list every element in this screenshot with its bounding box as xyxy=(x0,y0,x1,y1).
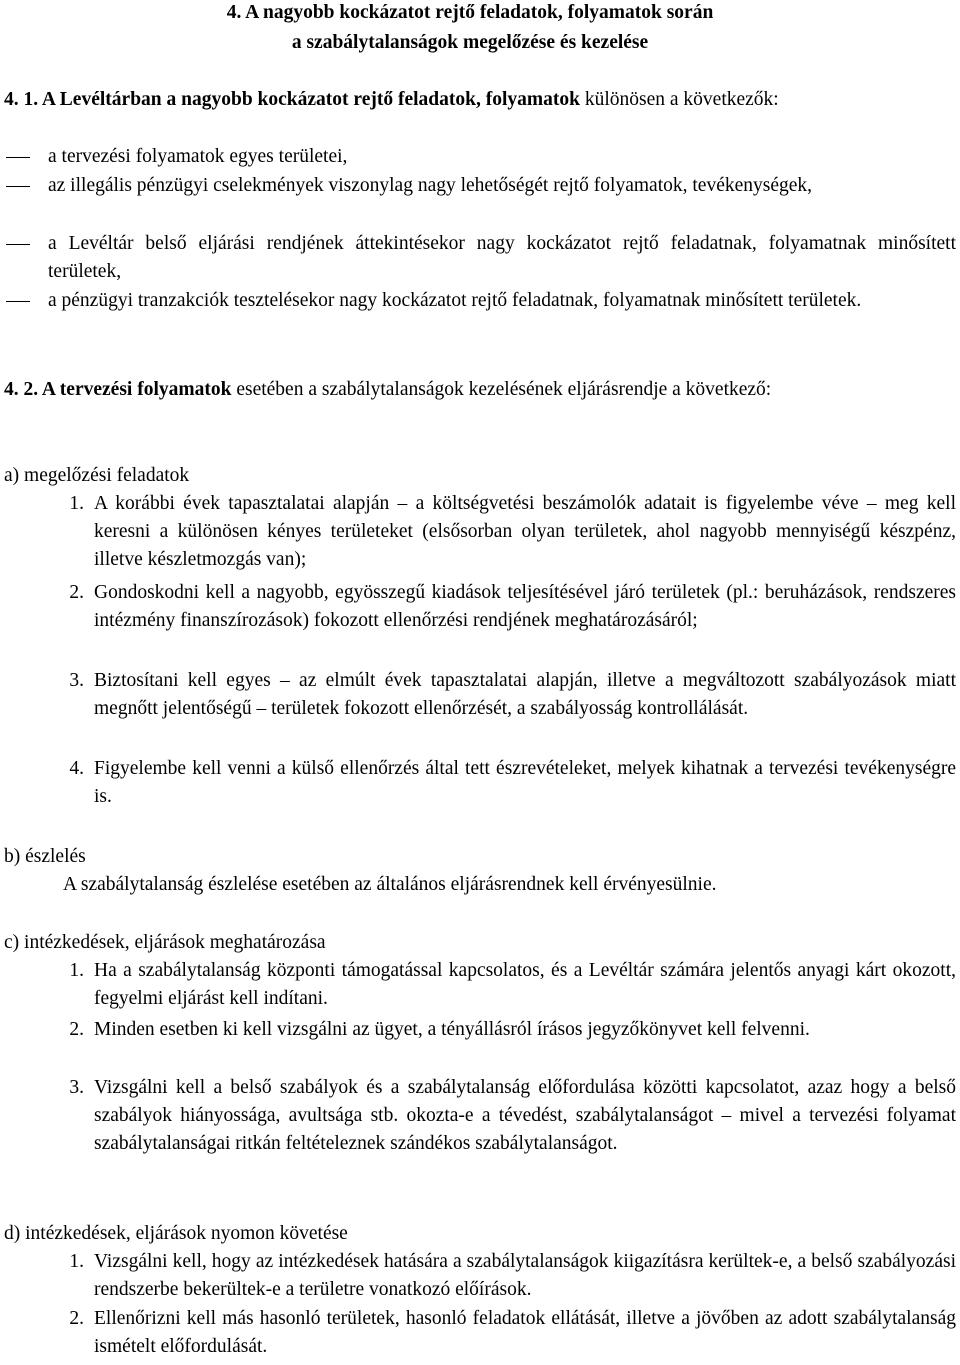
section-4-2-rest: esetében a szabálytalanságok kezelésének eljárásrendje a következő: xyxy=(231,379,772,400)
list-item: 2. Gondoskodni kell a nagyobb, egyösszegű kiadások teljesítésével járó területek (pl.: beruházások, rendszeres intézmény finanszírozások) fokozott ellenőrzési rendjének meghatározásáról; xyxy=(69,582,956,631)
subsection-c-heading: c) intézkedések, eljárások meghatározása xyxy=(4,932,326,953)
list-item: 1. Vizsgálni kell, hogy az intézkedések hatására a szabálytalanságok kiigazításra kerültek-e, a belső szabályozási rendszerbe bekerültek-e a területre vonatkozó előírások. xyxy=(69,1251,956,1300)
section-4-1-rest: különösen a következők: xyxy=(579,89,779,110)
section-4-2-intro xyxy=(4,376,956,404)
list-item: 1. Ha a szabálytalanság központi támogatással kapcsolatos, és a Levéltár számára jelentős anyagi kárt okozott, fegyelmi eljárást kell indítani. xyxy=(69,960,956,1009)
subsection-a-heading: a) megelőzési feladatok xyxy=(4,465,190,486)
subsection-d-heading: d) intézkedések, eljárások nyomon követése xyxy=(4,1223,348,1244)
list-item: a Levéltár belső eljárási rendjének áttekintésekor nagy kockázatot rejtő feladatnak, folyamatnak minősített területek, xyxy=(48,233,956,282)
list-item: 4. Figyelembe kell venni a külső ellenőrzés által tett észrevételeket, melyek kihatnak a tervezési tevékenységre is. xyxy=(69,758,956,807)
list-item: a pénzügyi tranzakciók tesztelésekor nagy kockázatot rejtő feladatnak, folyamatnak minősített területek. xyxy=(48,290,862,311)
list-item: 3. Vizsgálni kell a belső szabályok és a szabálytalanság előfordulása közötti kapcsolatot, azaz hogy a belső szabályok hiányossága, avultsága stb. okozta-e a tévedést, szabálytalanságot – mivel a tervezési folyamat szabálytalanságai ritkán feltételeznek szándékos szabálytalanságot. xyxy=(69,1077,956,1154)
list-item: 1. A korábbi évek tapasztalatai alapján – a költségvetési beszámolók adatait is figyelembe véve – meg kell keresni a különösen kényes területeket (elsősorban olyan területek, ahol nagyobb mennyiségű készpénz, illetve készletmozgás van); xyxy=(69,493,956,570)
section-4-2-heading: 4. 2. A tervezési folyamatok xyxy=(4,379,232,400)
list-item: 2. Ellenőrizni kell más hasonló területek, hasonló feladatok ellátását, illetve a jövőben az adott szabálytalanság ismételt előfordulását. xyxy=(69,1308,956,1357)
list-item: 3. Biztosítani kell egyes – az elmúlt évek tapasztalatai alapján, illetve a megváltozott szabályozások miatt megnőtt jelentőségű – területek fokozott ellenőrzését, a szabályosság kontrollálását. xyxy=(69,670,956,719)
section-4-1-heading: 4. 1. A Levéltárban a nagyobb kockázatot rejtő feladatok, folyamatok xyxy=(4,89,580,110)
subsection-b-text: A szabálytalanság észlelése esetében az általános eljárásrendnek kell érvényesülnie. xyxy=(63,874,717,895)
page-title xyxy=(0,0,960,58)
title-line-1: 4. A nagyobb kockázatot rejtő feladatok, folyamatok során xyxy=(226,2,714,23)
title-line-2: a szabálytalanságok megelőzése és kezelése xyxy=(291,32,649,53)
subsection-b-heading: b) észlelés xyxy=(4,846,86,867)
section-4-1-intro xyxy=(4,86,956,114)
list-item: 2. Minden esetben ki kell vizsgálni az ügyet, a tényállásról írásos jegyzőkönyvet kell felvenni. xyxy=(69,1019,810,1040)
list-item: a tervezési folyamatok egyes területei, xyxy=(48,146,348,167)
list-item: az illegális pénzügyi cselekmények viszonylag nagy lehetőségét rejtő folyamatok, tevékenységek, xyxy=(48,175,813,196)
